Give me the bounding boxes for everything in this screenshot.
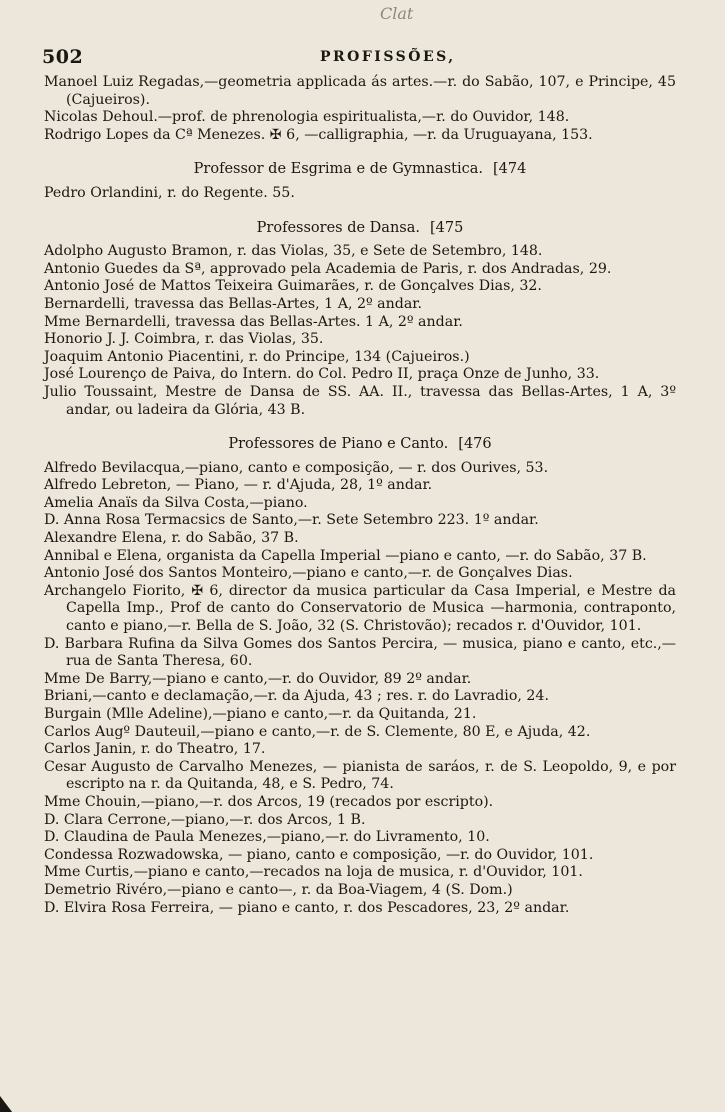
directory-entry: Rodrigo Lopes da Cª Menezes. ✠ 6, —calligraphia, —r. da Uruguayana, 153. [44,126,593,143]
directory-entry: Nicolas Dehoul.—prof. de phrenologia espiritualista,—r. do Ouvidor, 148. [44,109,570,126]
directory-entry: Mme De Barry,—piano e canto,—r. do Ouvidor, 89 2º andar. [44,670,472,687]
directory-entry: Julio Toussaint, Mestre de Dansa de SS. AA. II., travessa das Bellas-Artes, 1 A, 3º andar, ou ladeira da Glória, 43 B. [44,383,676,418]
section-heading [44,436,676,454]
page-content [44,74,676,917]
directory-entry: Mme Curtis,—piano e canto,—recados na loja de musica, r. d'Ouvidor, 101. [44,864,583,881]
directory-entry: Amelia Anaïs da Silva Costa,—piano. [44,494,308,511]
directory-entry: D. Clara Cerrone,—piano,—r. dos Arcos, 1 B. [44,811,366,828]
section-heading [44,161,676,179]
directory-entry: Alfredo Bevilacqua,—piano, canto e composição, — r. dos Ourives, 53. [44,459,549,476]
directory-entry: Annibal e Elena, organista da Capella Imperial —piano e canto, —r. do Sabão, 37 B. [44,547,647,564]
section-heading [44,220,676,238]
directory-entry: D. Elvira Rosa Ferreira, — piano e canto, r. dos Pescadores, 23, 2º andar. [44,899,570,916]
section-heading-text: Professor de Esgrima e de Gymnastica. [193,161,483,178]
directory-entry: Briani,—canto e declamação,—r. da Ajuda, 43 ; res. r. do Lavradio, 24. [44,688,549,705]
directory-entry: Demetrio Rivéro,—piano e canto—, r. da Boa-Viagem, 4 (S. Dom.) [44,881,513,898]
directory-entry: Alexandre Elena, r. do Sabão, 37 B. [44,530,299,547]
section-heading-text: Professores de Dansa. [256,219,420,236]
page-header [42,46,682,68]
directory-entry: D. Anna Rosa Termacsics de Santo,—r. Sete Setembro 223. 1º andar. [44,512,539,529]
page-edge-mark [0,1092,22,1112]
directory-entry: Joaquim Antonio Piacentini, r. do Principe, 134 (Cajueiros.) [44,348,470,365]
directory-entry: Archangelo Fiorito, ✠ 6, director da musica particular da Casa Imperial, e Mestre da Capella Imp., Prof de canto do Conservatorio de Musica —harmonia, contraponto, canto e piano,—r. Bella de S. João, 32 (S. Christovão); recados r. d'Ouvidor, 101. [44,582,676,635]
directory-entry: Alfredo Lebreton, — Piano, — r. d'Ajuda, 28, 1º andar. [44,477,433,494]
directory-entry: Honorio J. J. Coimbra, r. das Violas, 35. [44,331,324,348]
directory-entry: Manoel Luiz Regadas,—geometria applicada ás artes.—r. do Sabão, 107, e Principe, 45 (Cajueiros). [44,74,676,108]
directory-entry: Mme Chouin,—piano,—r. dos Arcos, 19 (recados por escripto). [44,793,494,810]
directory-entry: Antonio José dos Santos Monteiro,—piano e canto,—r. de Gonçalves Dias. [44,565,573,582]
directory-entry: Burgain (Mlle Adeline),—piano e canto,—r. da Quitanda, 21. [44,706,477,722]
directory-entry: Carlos Janin, r. do Theatro, 17. [44,741,266,758]
running-title: PROFISSÕES, [320,49,456,65]
directory-entry: Adolpho Augusto Bramon, r. das Violas, 35, e Sete de Setembro, 148. [44,243,543,260]
section-heading-text: Professores de Piano e Canto. [228,436,449,453]
directory-entry: Cesar Augusto de Carvalho Menezes, — pianista de saráos, r. de S. Leopoldo, 9, e por escripto na r. da Quitanda, 48, e S. Pedro, 74. [44,758,676,793]
directory-entry: Antonio Guedes da Sª, approvado pela Academia de Paris, r. dos Andradas, 29. [44,260,612,277]
page-number: 502 [42,46,84,68]
section-number: [476 [458,436,492,453]
directory-entry: José Lourenço de Paiva, do Intern. do Col. Pedro II, praça Onze de Junho, 33. [44,366,600,383]
pencil-annotation: Clat [380,4,414,23]
section-number: [475 [429,219,464,236]
directory-entry: Carlos Augº Dauteuil,—piano e canto,—r. de S. Clemente, 80 E, e Ajuda, 42. [44,723,591,740]
directory-entry: Condessa Rozwadowska, — piano, canto e composição, —r. do Ouvidor, 101. [44,846,594,863]
directory-entry: Antonio José de Mattos Teixeira Guimarães, r. de Gonçalves Dias, 32. [44,278,542,295]
directory-entry: D. Claudina de Paula Menezes,—piano,—r. do Livramento, 10. [44,829,490,846]
directory-entry: D. Barbara Rufina da Silva Gomes dos Santos Percira, — musica, piano e canto, etc.,—rua de Santa Theresa, 60. [44,635,676,670]
directory-entry: Mme Bernardelli, travessa das Bellas-Artes. 1 A, 2º andar. [44,313,463,330]
section-number: [474 [492,161,527,178]
directory-entry: Pedro Orlandini, r. do Regente. 55. [44,184,295,201]
directory-entry: Bernardelli, travessa das Bellas-Artes, 1 A, 2º andar. [44,295,423,312]
